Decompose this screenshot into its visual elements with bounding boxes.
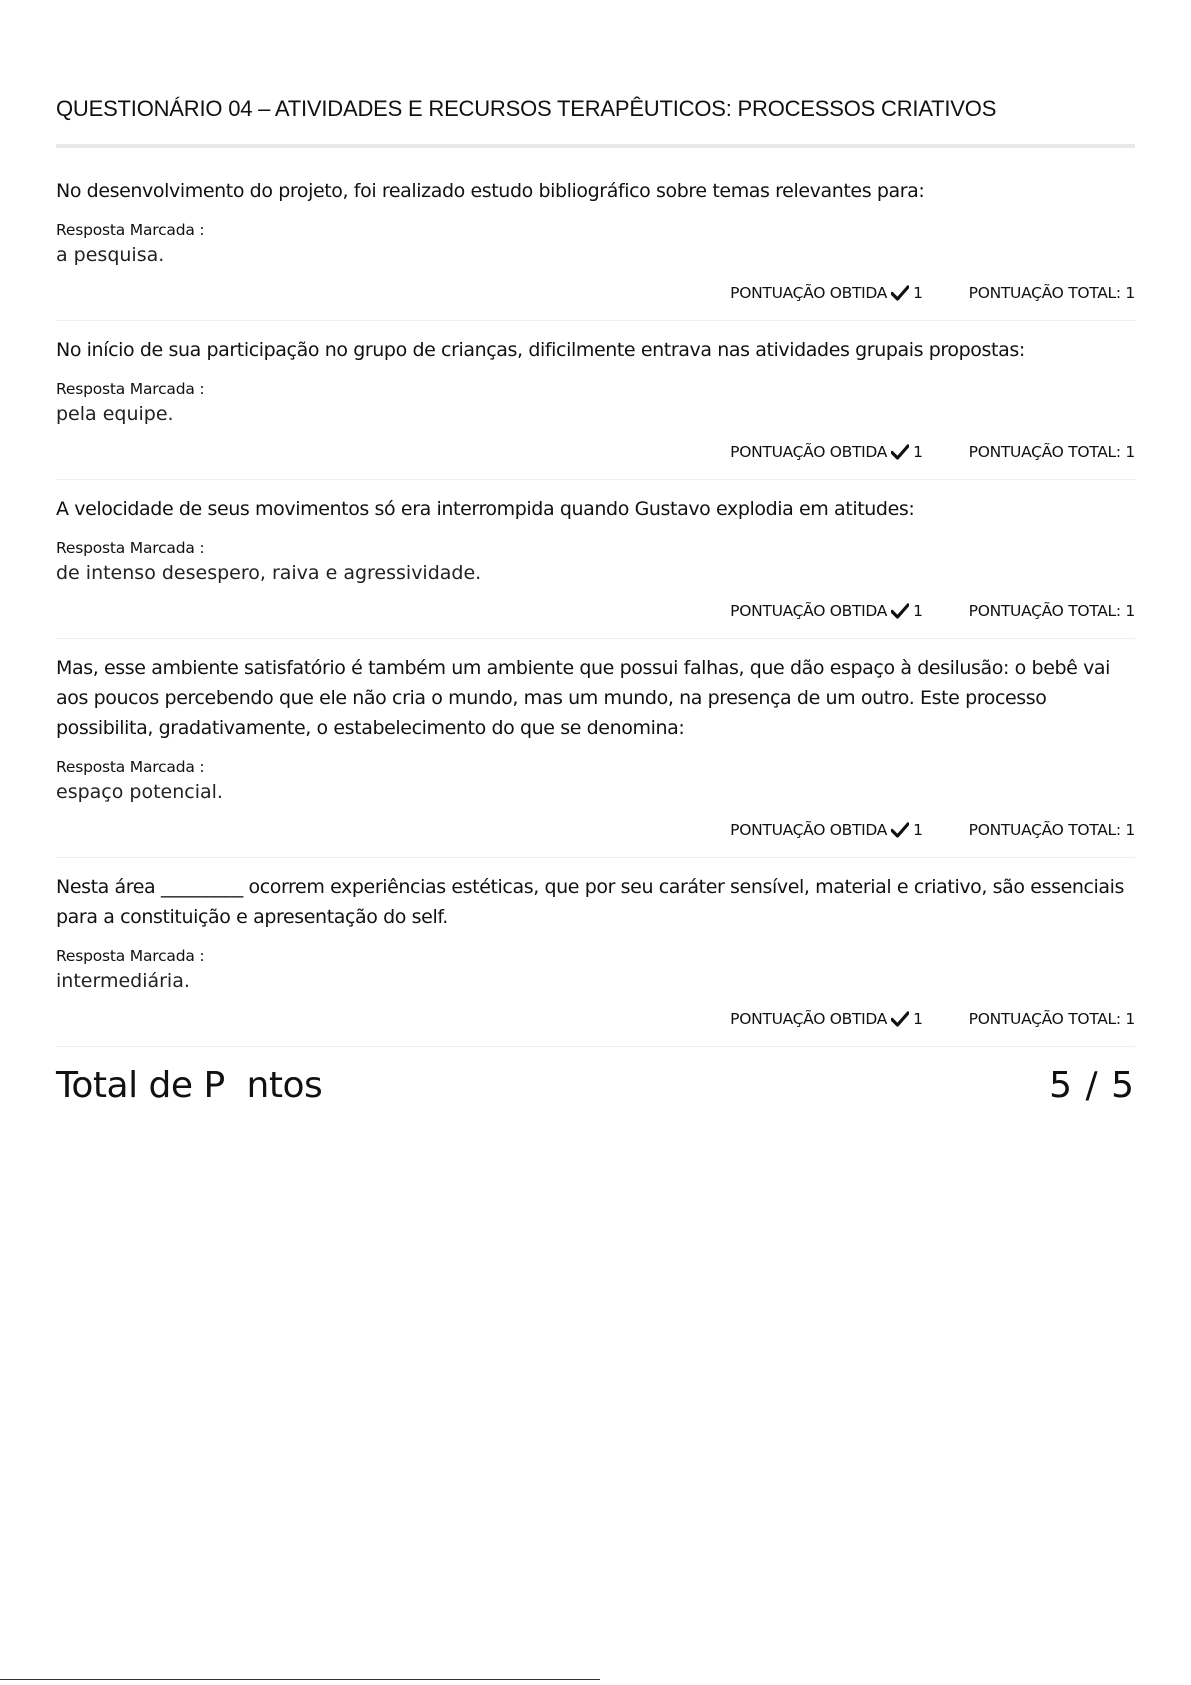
score-total: PONTUAÇÃO TOTAL: 1 bbox=[968, 821, 1135, 839]
score-total: PONTUAÇÃO TOTAL: 1 bbox=[968, 443, 1135, 461]
question-item bbox=[56, 176, 1135, 321]
total-score-row bbox=[56, 1065, 1135, 1106]
score-obtained bbox=[730, 819, 922, 841]
question-text: Nesta área _________ ocorrem experiências estéticas, que por seu caráter sensível, material e criativo, são essenciais para a constituição e apresentação do self. bbox=[56, 876, 1125, 928]
score-row bbox=[56, 819, 1135, 841]
score-obtained-value: 1 bbox=[913, 443, 923, 461]
check-icon bbox=[891, 444, 909, 460]
score-total: PONTUAÇÃO TOTAL: 1 bbox=[968, 284, 1135, 302]
total-score-label: Total de P ntos bbox=[56, 1065, 323, 1106]
question-text: A velocidade de seus movimentos só era interrompida quando Gustavo explodia em atitudes: bbox=[56, 498, 915, 520]
score-obtained bbox=[730, 441, 922, 463]
answer-label: Resposta Marcada : bbox=[56, 380, 205, 398]
answer-value: pela equipe. bbox=[56, 403, 174, 425]
check-icon bbox=[891, 285, 909, 301]
quiz-result-page bbox=[56, 96, 1135, 1106]
check-icon bbox=[891, 1011, 909, 1027]
score-obtained-value: 1 bbox=[913, 821, 923, 839]
answer-value: espaço potencial. bbox=[56, 781, 223, 803]
answer-value: de intenso desespero, raiva e agressividade. bbox=[56, 562, 482, 584]
total-score-value: 5 / 5 bbox=[1049, 1065, 1135, 1106]
question-item bbox=[56, 494, 1135, 639]
score-obtained-value: 1 bbox=[913, 602, 923, 620]
score-obtained-label: PONTUAÇÃO OBTIDA bbox=[730, 821, 888, 839]
answer-label: Resposta Marcada : bbox=[56, 758, 205, 776]
check-icon bbox=[891, 822, 909, 838]
question-text: Mas, esse ambiente satisfatório é também um ambiente que possui falhas, que dão espaço à desilusão: o bebê vai aos poucos percebendo que ele não cria o mundo, mas um mundo, na presença de um outro. Este processo possibilita, gradativamente, o estabelecimento do que se denomina: bbox=[56, 657, 1111, 739]
score-obtained-value: 1 bbox=[913, 284, 923, 302]
score-obtained-value: 1 bbox=[913, 1010, 923, 1028]
score-obtained bbox=[730, 1008, 922, 1030]
question-item bbox=[56, 335, 1135, 480]
answer-value: intermediária. bbox=[56, 970, 190, 992]
answer-label: Resposta Marcada : bbox=[56, 539, 205, 557]
check-icon bbox=[891, 603, 909, 619]
question-text: No início de sua participação no grupo de crianças, dificilmente entrava nas atividades grupais propostas: bbox=[56, 339, 1025, 361]
question-list bbox=[56, 176, 1135, 1047]
score-row bbox=[56, 600, 1135, 622]
question-text: No desenvolvimento do projeto, foi realizado estudo bibliográfico sobre temas relevantes para: bbox=[56, 180, 925, 202]
score-obtained-label: PONTUAÇÃO OBTIDA bbox=[730, 443, 888, 461]
score-row bbox=[56, 1008, 1135, 1030]
score-total: PONTUAÇÃO TOTAL: 1 bbox=[968, 602, 1135, 620]
score-total: PONTUAÇÃO TOTAL: 1 bbox=[968, 1010, 1135, 1028]
score-obtained-label: PONTUAÇÃO OBTIDA bbox=[730, 602, 888, 620]
answer-label: Resposta Marcada : bbox=[56, 947, 205, 965]
score-obtained bbox=[730, 282, 922, 304]
page-title: QUESTIONÁRIO 04 – ATIVIDADES E RECURSOS TERAPÊUTICOS: PROCESSOS CRIATIVOS bbox=[56, 96, 1135, 148]
answer-value: a pesquisa. bbox=[56, 244, 165, 266]
score-row bbox=[56, 282, 1135, 304]
footer-divider bbox=[0, 1679, 600, 1680]
score-obtained bbox=[730, 600, 922, 622]
score-obtained-label: PONTUAÇÃO OBTIDA bbox=[730, 284, 888, 302]
question-item bbox=[56, 653, 1135, 858]
question-item bbox=[56, 872, 1135, 1047]
score-obtained-label: PONTUAÇÃO OBTIDA bbox=[730, 1010, 888, 1028]
score-row bbox=[56, 441, 1135, 463]
answer-label: Resposta Marcada : bbox=[56, 221, 205, 239]
